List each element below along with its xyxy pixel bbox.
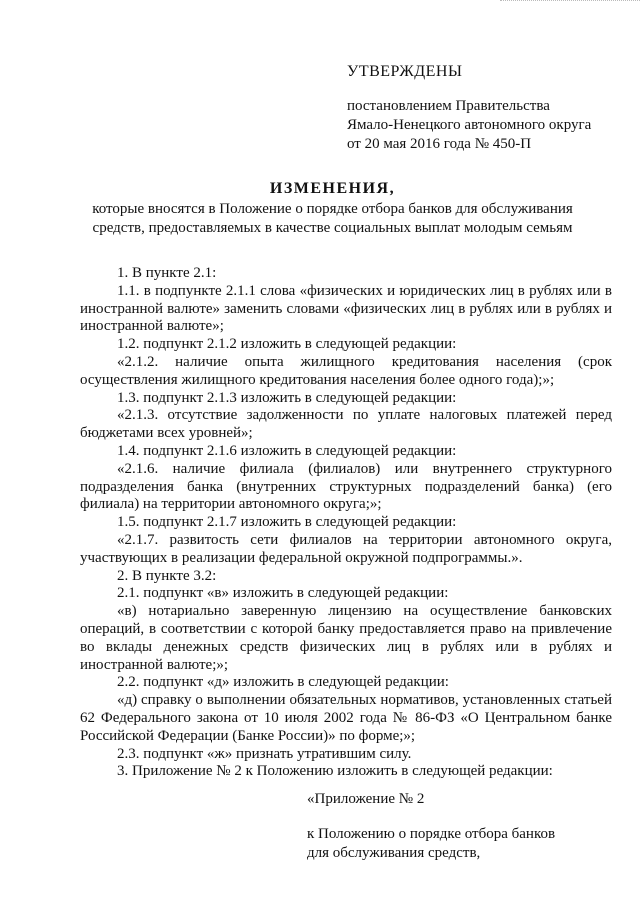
paragraph: 1.2. подпункт 2.1.2 изложить в следующей редакции: xyxy=(117,336,457,353)
paragraph: 2.3. подпункт «ж» признать утратившим силу. xyxy=(117,745,412,762)
paragraph: «2.1.7. развитость сети филиалов на территории автономного округа, участвующих в реализации федеральной окружной подпрограммы.». xyxy=(80,531,612,566)
scan-edge-mark xyxy=(500,0,640,3)
paragraph: «2.1.3. отсутствие задолженности по уплате налоговых платежей перед бюджетами всех уровней»; xyxy=(80,407,612,442)
document-title-block xyxy=(60,180,605,238)
paragraph: 1. В пункте 2.1: xyxy=(117,265,217,281)
approval-stamp xyxy=(347,62,627,154)
appendix-heading: «Приложение № 2 xyxy=(307,791,425,807)
document-subtitle-line: средств, предоставляемых в качестве социальных выплат молодым семьям xyxy=(92,220,573,236)
paragraph: «в) нотариально заверенную лицензию на осуществление банковских операций, в соответствии с которой банку предоставляется право на привлечение во вклады денежных средств физических лиц в рублях или в рублях и иностранной валюте;»; xyxy=(80,603,612,673)
document-title: ИЗМЕНЕНИЯ, xyxy=(269,180,396,197)
document-body xyxy=(80,265,612,781)
approval-heading: УТВЕРЖДЕНЫ xyxy=(347,63,463,80)
approval-line-decree: постановлением Правительства xyxy=(347,98,550,114)
paragraph: 2.1. подпункт «в» изложить в следующей редакции: xyxy=(117,585,449,602)
paragraph: 1.3. подпункт 2.1.3 изложить в следующей редакции: xyxy=(117,389,457,406)
paragraph: «2.1.6. наличие филиала (филиалов) или внутреннего структурного подразделения банка (внутренних структурных подразделений банка) (его филиала) на территории автономного округа;»; xyxy=(80,460,612,513)
paragraph: 2. В пункте 3.2: xyxy=(117,567,217,584)
paragraph: 1.1. в подпункте 2.1.1 слова «физических и юридических лиц в рублях или в иностранной валюте» заменить словами «физических лиц в рублях или в рублях и иностранной валюте»; xyxy=(80,282,612,335)
paragraph: «2.1.2. наличие опыта жилищного кредитования населения (срок осуществления жилищного кредитования населения более одного года);»; xyxy=(80,353,612,388)
appendix-header xyxy=(307,790,607,863)
appendix-line: к Положению о порядке отбора банков xyxy=(307,826,556,842)
approval-line-date: от 20 мая 2016 года № 450-П xyxy=(347,136,532,152)
document-subtitle-line: которые вносятся в Положение о порядке отбора банков для обслуживания xyxy=(92,201,573,217)
paragraph: «д) справку о выполнении обязательных нормативов, установленных статьей 62 Федерального закона от 10 июля 2002 года № 86-ФЗ «О Центральном банке Российской Федерации (Банке России)» по форме;»; xyxy=(80,692,612,744)
approval-line-region: Ямало-Ненецкого автономного округа xyxy=(347,117,592,133)
appendix-line: для обслуживания средств, xyxy=(307,845,481,861)
paragraph: 3. Приложение № 2 к Положению изложить в следующей редакции: xyxy=(117,763,553,780)
paragraph: 1.4. подпункт 2.1.6 изложить в следующей редакции: xyxy=(117,442,457,459)
paragraph: 1.5. подпункт 2.1.7 изложить в следующей редакции: xyxy=(117,514,457,531)
paragraph: 2.2. подпункт «д» изложить в следующей редакции: xyxy=(117,674,449,691)
